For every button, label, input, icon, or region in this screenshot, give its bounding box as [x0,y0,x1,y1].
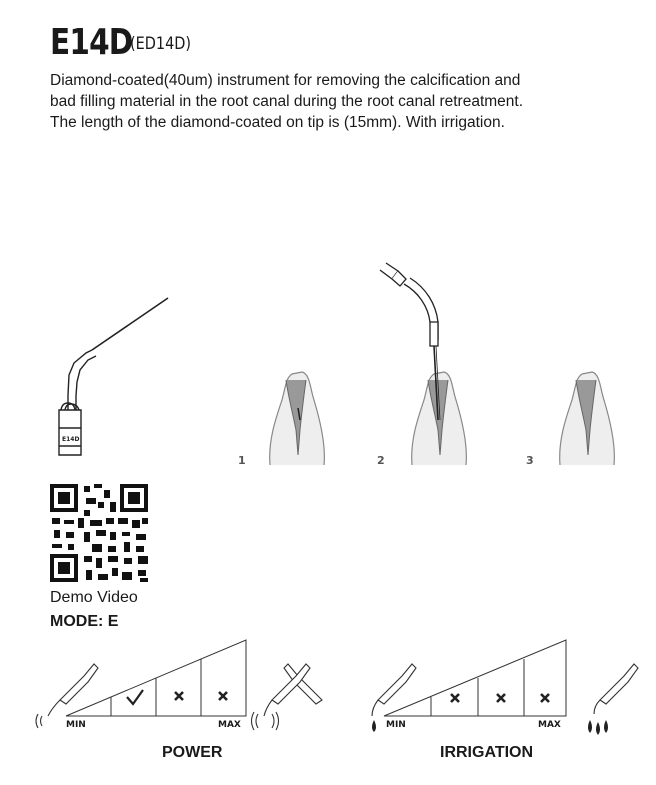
tooth-illustration [270,372,325,465]
product-code: E14D [50,22,133,63]
tooth-illustration [412,372,467,465]
water-drop-icon [372,720,608,735]
irrigation-max-label: MAX [538,720,561,730]
power-max-label: MAX [218,720,241,730]
description-line: Diamond-coated(40um) instrument for removing the calcification and [50,72,521,89]
mode-label: MODE: E [50,613,119,630]
demo-video-caption: Demo Video [50,589,138,606]
irrigation-min-label: MIN [386,720,406,730]
qr-code [50,484,148,582]
power-min-label: MIN [66,720,86,730]
description-line: bad filling material in the root canal during the root canal retreatment. [50,93,524,110]
power-label: POWER [162,744,223,761]
irrigation-scale [384,640,566,716]
step-number: 2 [377,454,385,467]
power-scale [66,640,246,716]
description-line: The length of the diamond-coated on tip is (15mm). With irrigation. [50,114,505,131]
handpiece-icon [372,664,638,716]
step-number: 3 [526,454,534,467]
tooth-illustration [560,372,615,465]
tip-label: E14D [62,436,80,443]
irrigation-label: IRRIGATION [440,744,534,761]
tip-instrument-drawing [59,298,168,455]
product-alt-code: (ED14D) [130,34,192,54]
step-number: 1 [238,454,246,467]
